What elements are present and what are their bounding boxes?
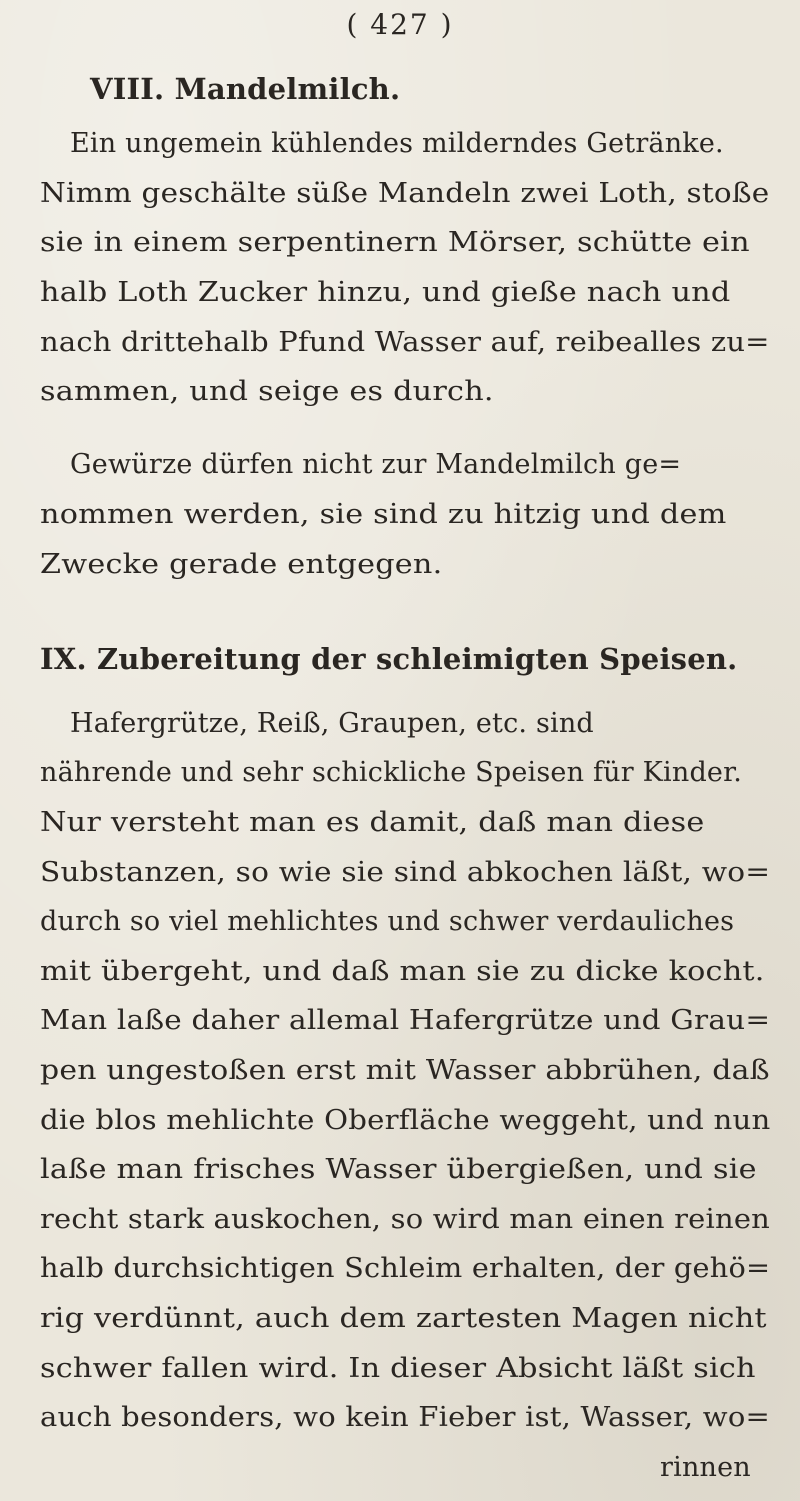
text-line: nährende und sehr schickliche Speisen für Kinder. <box>40 757 743 789</box>
text-line: mit übergeht, und daß man sie zu dicke kocht. <box>40 955 765 987</box>
text-line: Gewürze dürfen nicht zur Mandelmilch ge= <box>70 449 682 481</box>
text-line: die blos mehlichte Oberfläche weggeht, und nun <box>40 1104 771 1136</box>
text-line: durch so viel mehlichtes und schwer verdauliches <box>40 906 735 938</box>
text-line: nach drittehalb Pfund Wasser auf, reibealles zu= <box>40 326 770 358</box>
text-line: schwer fallen wird. In dieser Absicht läßt sich <box>40 1352 756 1384</box>
text-line: Hafergrütze, Reiß, Graupen, etc. sind <box>70 707 594 739</box>
text-line: laße man frisches Wasser übergießen, und sie <box>40 1154 757 1186</box>
text-line: Zwecke gerade entgegen. <box>40 548 443 580</box>
text-line: rig verdünnt, auch dem zartesten Magen nicht <box>40 1302 767 1334</box>
text-line: nommen werden, sie sind zu hitzig und dem <box>40 498 727 530</box>
text-line: Man laße daher allemal Hafergrütze und Grau= <box>40 1005 771 1037</box>
section-heading: VIII. Mandelmilch. <box>90 72 401 107</box>
text-line: Nur versteht man es damit, daß man diese <box>40 807 705 838</box>
text-line: Ein ungemein kühlendes milderndes Getränke. <box>70 128 724 160</box>
text-line: halb Loth Zucker hinzu, und gieße nach und <box>40 277 731 309</box>
text-line: Substanzen, so wie sie sind abkochen läßt, wo= <box>40 856 771 888</box>
text-line: rinnen <box>660 1451 751 1483</box>
text-line: Nimm geschälte süße Mandeln zwei Loth, stoße <box>40 177 770 209</box>
section-heading: IX. Zubereitung der schleimigten Speisen. <box>40 641 738 676</box>
text-line: pen ungestoßen erst mit Wasser abbrühen, daß <box>40 1055 770 1086</box>
text-line: auch besonders, wo kein Fieber ist, Wasser, wo= <box>40 1402 771 1434</box>
text-line: sie in einem serpentinern Mörser, schütte ein <box>40 227 750 259</box>
text-line: halb durchsichtigen Schleim erhalten, der gehö= <box>40 1253 771 1285</box>
page-number: ( 427 ) <box>346 8 454 41</box>
text-line: sammen, und seige es durch. <box>40 376 494 408</box>
text-line: recht stark auskochen, so wird man einen reinen <box>40 1203 771 1235</box>
